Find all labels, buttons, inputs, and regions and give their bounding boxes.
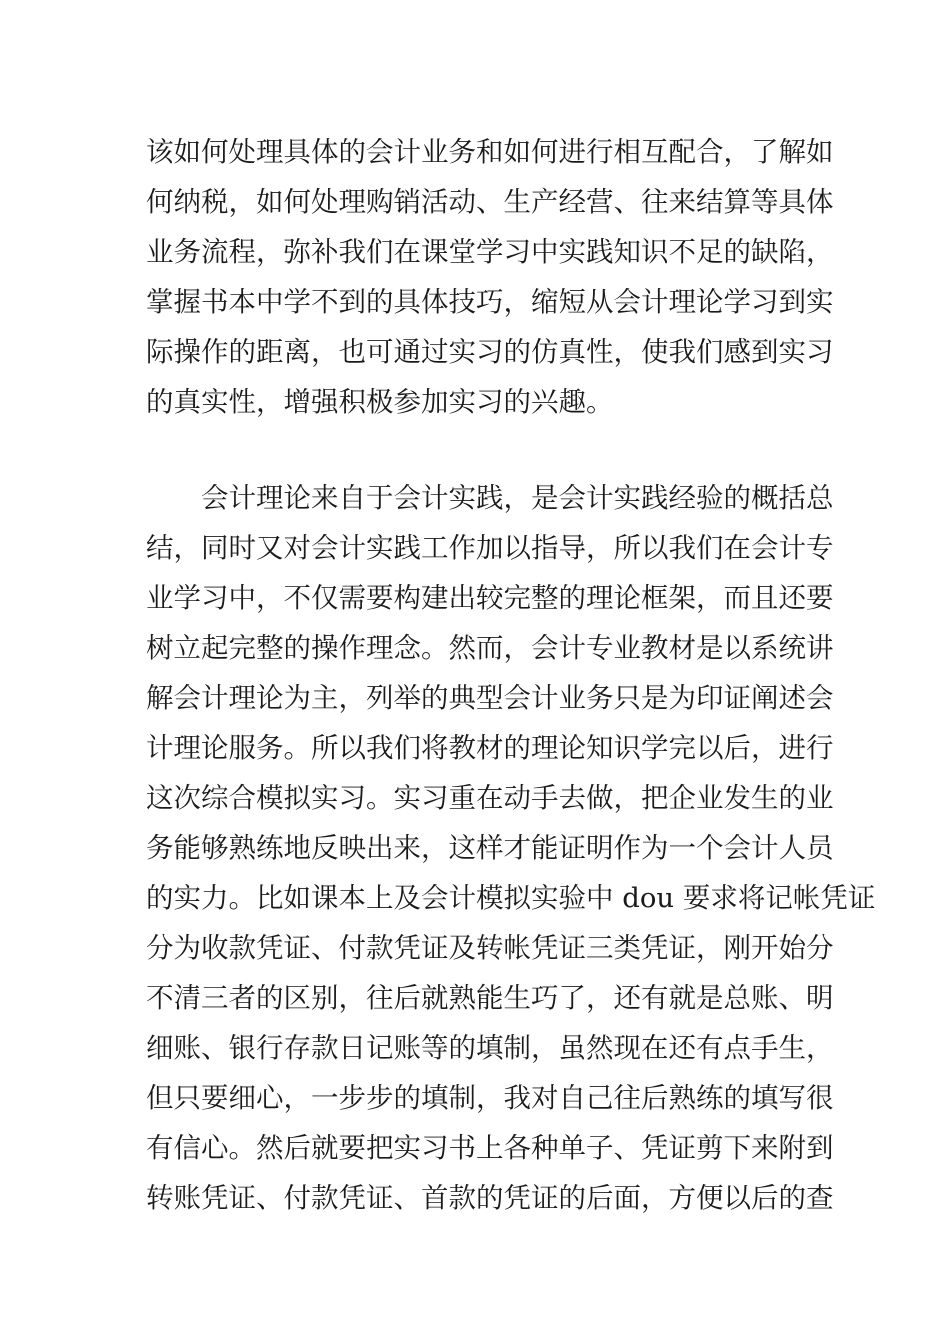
- text-line: 结，同时又对会计实践工作加以指导，所以我们在会计专: [146, 532, 834, 564]
- text-line: 树立起完整的操作理念。然而，会计专业教材是以系统讲: [146, 632, 834, 664]
- text-line: 转账凭证、付款凭证、首款的凭证的后面，方便以后的查: [146, 1182, 834, 1214]
- text-line: 不清三者的区别，往后就熟能生巧了，还有就是总账、明: [146, 982, 834, 1014]
- text-line: 但只要细心，一步步的填制，我对自己往后熟练的填写很: [146, 1082, 834, 1114]
- text-line: 业务流程，弥补我们在课堂学习中实践知识不足的缺陷，: [146, 236, 834, 268]
- text-line: 掌握书本中学不到的具体技巧，缩短从会计理论学习到实: [146, 286, 834, 318]
- text-line: 分为收款凭证、付款凭证及转帐凭证三类凭证，刚开始分: [146, 932, 834, 964]
- text-line: 该如何处理具体的会计业务和如何进行相互配合，了解如: [146, 136, 834, 168]
- text-line: 有信心。然后就要把实习书上各种单子、凭证剪下来附到: [146, 1132, 834, 1164]
- text-line: 解会计理论为主，列举的典型会计业务只是为印证阐述会: [146, 682, 834, 714]
- text-line: 际操作的距离，也可通过实习的仿真性，使我们感到实习: [146, 336, 834, 368]
- text-line: 计理论服务。所以我们将教材的理论知识学完以后，进行: [146, 732, 834, 764]
- text-line: 何纳税，如何处理购销活动、生产经营、往来结算等具体: [146, 186, 834, 218]
- text-line: 业学习中，不仅需要构建出较完整的理论框架，而且还要: [146, 582, 834, 614]
- text-line: 的真实性，增强积极参加实习的兴趣。: [146, 386, 614, 418]
- text-line: 务能够熟练地反映出来，这样才能证明作为一个会计人员: [146, 832, 834, 864]
- text-line: 这次综合模拟实习。实习重在动手去做，把企业发生的业: [146, 782, 834, 814]
- text-line: 会计理论来自于会计实践，是会计实践经验的概括总: [146, 482, 834, 514]
- text-line: 的实力。比如课本上及会计模拟实验中 dou 要求将记帐凭证: [146, 882, 876, 914]
- text-line: 细账、银行存款日记账等的填制，虽然现在还有点手生，: [146, 1032, 834, 1064]
